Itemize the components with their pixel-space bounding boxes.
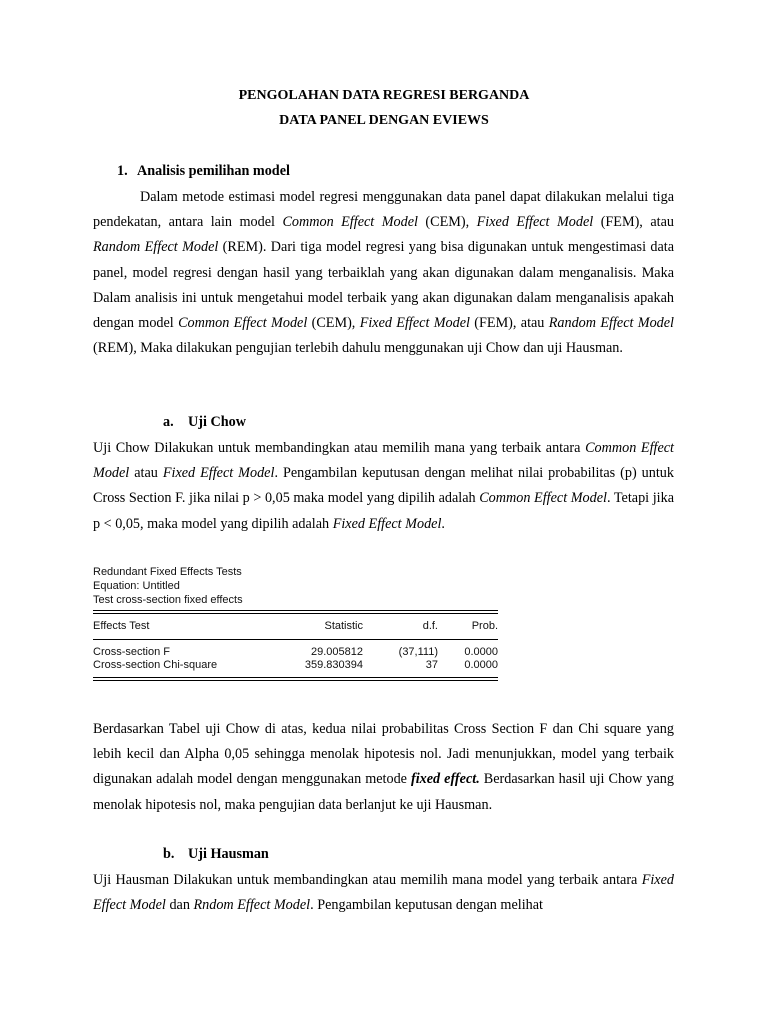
text-run: . (441, 515, 445, 532)
table-row (93, 646, 498, 660)
table-cell: 0.0000 (464, 659, 498, 671)
italic-run: Fixed Effect Model (93, 872, 674, 914)
section-number: 1. (117, 163, 128, 179)
text-run: (REM), Maka dilakukan pengujian terlebih dahulu menggunakan uji Chow dan uji Hausman. (93, 340, 623, 357)
paragraph-model-selection (93, 185, 674, 361)
table-caption-line: Redundant Fixed Effects Tests (93, 566, 242, 578)
text-run: . Tetapi jika p < 0,05, maka model yang dipilih adalah (93, 490, 674, 532)
bold-italic-run: fixed effect. (411, 771, 480, 788)
chow-test-table (93, 565, 498, 681)
italic-run: Fixed Effect Model (476, 214, 594, 231)
subsection-title: Uji Chow (188, 414, 246, 430)
text-run: . Pengambilan keputusan dengan melihat nilai probabilitas (p) untuk Cross Section F. jika nilai p > 0,05 maka model yang dipilih adalah (93, 465, 674, 507)
paragraph-chow-intro (93, 436, 674, 537)
italic-run: Common Effect Model (479, 490, 607, 507)
text-run: Uji Chow Dilakukan untuk membandingkan atau memilih mana yang terbaik antara (93, 440, 586, 456)
text-run: Berdasarkan hasil uji Chow yang menolak hipotesis nol, maka pengujian data berlanjut ke uji Hausman. (93, 771, 674, 813)
italic-run: Common Effect Model (178, 315, 308, 332)
table-cell: Cross-section F (93, 645, 171, 658)
hausman-body (93, 868, 674, 918)
text-run: (CEM), (307, 315, 360, 332)
text-run: (CEM), (417, 214, 477, 231)
text-run: Berdasarkan Tabel uji Chow di atas, kedua nilai probabilitas Cross Section F dan Chi square yang lebih kecil dan Alpha 0,05 sehingga menolak hipotesis nol. Jadi menunjukkan, model yang terbaik digunakan adalah model dengan menggunakan metode (93, 721, 674, 788)
subsection-letter: a. (163, 414, 174, 430)
table-cell: Cross-section Chi-square (93, 659, 218, 671)
column-header: Effects Test (93, 620, 150, 632)
column-header: Statistic (324, 620, 363, 632)
column-header: Prob. (471, 620, 498, 632)
table-cell: 359.830394 (304, 659, 363, 671)
table-cell: 29.005812 (311, 645, 363, 658)
table-rule (93, 639, 498, 640)
italic-run: Common Effect Model (282, 214, 418, 231)
subsection-title: Uji Hausman (188, 846, 269, 862)
italic-run: Fixed Effect Model (359, 315, 470, 332)
chow-heading (163, 414, 246, 431)
text-run: dan (165, 897, 194, 914)
table-caption-line: Test cross-section fixed effects (93, 594, 243, 606)
chow-body (93, 436, 674, 537)
table-header-row (93, 620, 498, 634)
section-1-heading (117, 163, 290, 180)
text-run: (REM). Dari tiga model regresi yang bisa digunakan untuk mengestimasi data panel, model regresi dengan hasil yang terbaiklah yang akan digunakan dalam menganalisis. Maka Dalam analisis ini untuk mengetahui model terbaik yang akan digunakan dalam menganalisis apakah dengan model (93, 239, 674, 332)
table-double-rule (93, 677, 498, 681)
hausman-heading (163, 846, 269, 863)
text-run: (FEM), atau (469, 315, 549, 332)
section-title: Analisis pemilihan model (137, 163, 290, 179)
table-cell: (37,111) (398, 645, 438, 658)
paragraph-chow-result (93, 717, 674, 818)
section-1-body (93, 185, 674, 361)
text-run: (FEM), atau (593, 214, 674, 231)
italic-run: Random Effect Model (548, 315, 674, 332)
column-header: d.f. (422, 620, 438, 632)
text-run: . Pengambilan keputusan dengan melihat (310, 897, 543, 914)
text-run: atau (129, 465, 163, 482)
table-caption-line: Equation: Untitled (93, 580, 180, 592)
subsection-letter: b. (163, 846, 175, 862)
italic-run: Common Effect Model (93, 440, 675, 482)
table-double-rule (93, 610, 498, 614)
table-row (93, 659, 498, 673)
table-cell: 37 (425, 659, 438, 671)
document-title: PENGOLAHAN DATA REGRESI BERGANDA (238, 88, 530, 103)
italic-run: Rndom Effect Model (193, 897, 311, 914)
italic-run: Fixed Effect Model (162, 465, 275, 482)
table-cell: 0.0000 (464, 645, 498, 658)
document-subtitle: DATA PANEL DENGAN EVIEWS (279, 113, 489, 128)
paragraph-hausman-intro (93, 868, 674, 918)
italic-run: Fixed Effect Model (332, 515, 442, 532)
italic-run: Random Effect Model (93, 239, 219, 256)
text-run: Uji Hausman Dilakukan untuk membandingkan atau memilih mana model yang terbaik antara (93, 872, 642, 888)
text-run: Dalam metode estimasi model regresi menggunakan data panel dapat dilakukan melalui tiga pendekatan, antara lain model (93, 189, 674, 231)
chow-conclusion (93, 717, 674, 818)
